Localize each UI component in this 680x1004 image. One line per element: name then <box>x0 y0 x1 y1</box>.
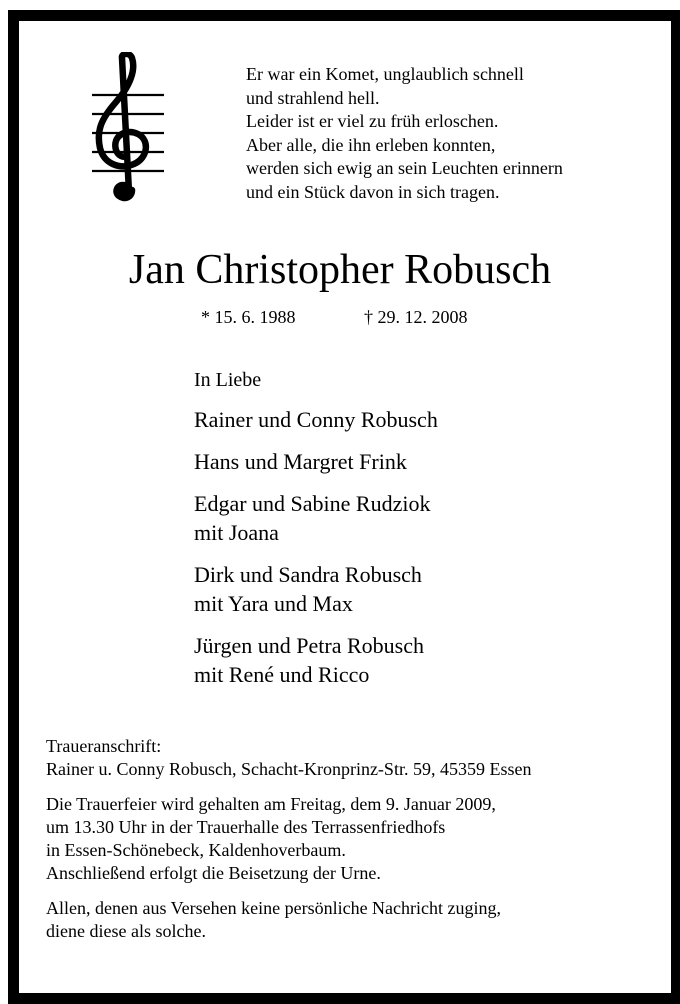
mourner-line: mit Yara und Max <box>194 591 353 616</box>
closing-block <box>46 897 531 943</box>
address-label: Traueranschrift: <box>46 736 162 756</box>
death-date: † 29. 12. 2008 <box>364 307 468 327</box>
mourner-line: Jürgen und Petra Robusch <box>194 633 424 658</box>
poem-line: und strahlend hell. <box>246 87 380 108</box>
poem-line: Leider ist er viel zu früh erloschen. <box>246 111 499 132</box>
mourner-line: Hans und Margret Frink <box>194 449 407 474</box>
mourner-group <box>194 631 438 689</box>
closing-line: diene diese als solche. <box>46 921 206 941</box>
address-line: Rainer u. Conny Robusch, Schacht-Kronprinz-Str. 59, 45359 Essen <box>46 759 532 779</box>
poem-line: werden sich ewig an sein Leuchten erinnern <box>246 158 563 179</box>
mourner-line: mit Joana <box>194 520 279 545</box>
mourner-line: mit René und Ricco <box>194 662 370 687</box>
mourner-group <box>194 405 438 434</box>
mourner-line: Dirk und Sandra Robusch <box>194 562 422 587</box>
treble-clef-icon <box>86 52 186 204</box>
closing-line: Allen, denen aus Versehen keine persönliche Nachricht zuging, <box>46 898 502 918</box>
mourner-group <box>194 560 438 618</box>
birth-date: * 15. 6. 1988 <box>201 307 296 327</box>
mourner-line: Rainer und Conny Robusch <box>194 407 438 432</box>
ceremony-line: Anschließend erfolgt die Beisetzung der Urne. <box>46 863 381 883</box>
poem-line: Er war ein Komet, unglaublich schnell <box>246 64 524 84</box>
mourner-line: Edgar und Sabine Rudziok <box>194 491 431 516</box>
ceremony-line: in Essen-Schönebeck, Kaldenhoverbaum. <box>46 840 346 860</box>
poem-line: Aber alle, die ihn erleben konnten, <box>246 134 496 155</box>
deceased-name: Jan Christopher Robusch <box>128 247 552 293</box>
address-block <box>46 735 531 781</box>
poem-verse <box>246 63 563 205</box>
poem-line: und ein Stück davon in sich tragen. <box>246 181 500 202</box>
mourner-group <box>194 489 438 547</box>
mourner-group <box>194 447 438 476</box>
ceremony-line: Die Trauerfeier wird gehalten am Freitag, dem 9. Januar 2009, <box>46 794 496 814</box>
ceremony-block <box>46 793 531 885</box>
ceremony-line: um 13.30 Uhr in der Trauerhalle des Terrassenfriedhofs <box>46 817 446 837</box>
mourners-list <box>194 366 438 702</box>
notice-footer <box>46 735 531 955</box>
mourners-intro: In Liebe <box>194 369 262 391</box>
